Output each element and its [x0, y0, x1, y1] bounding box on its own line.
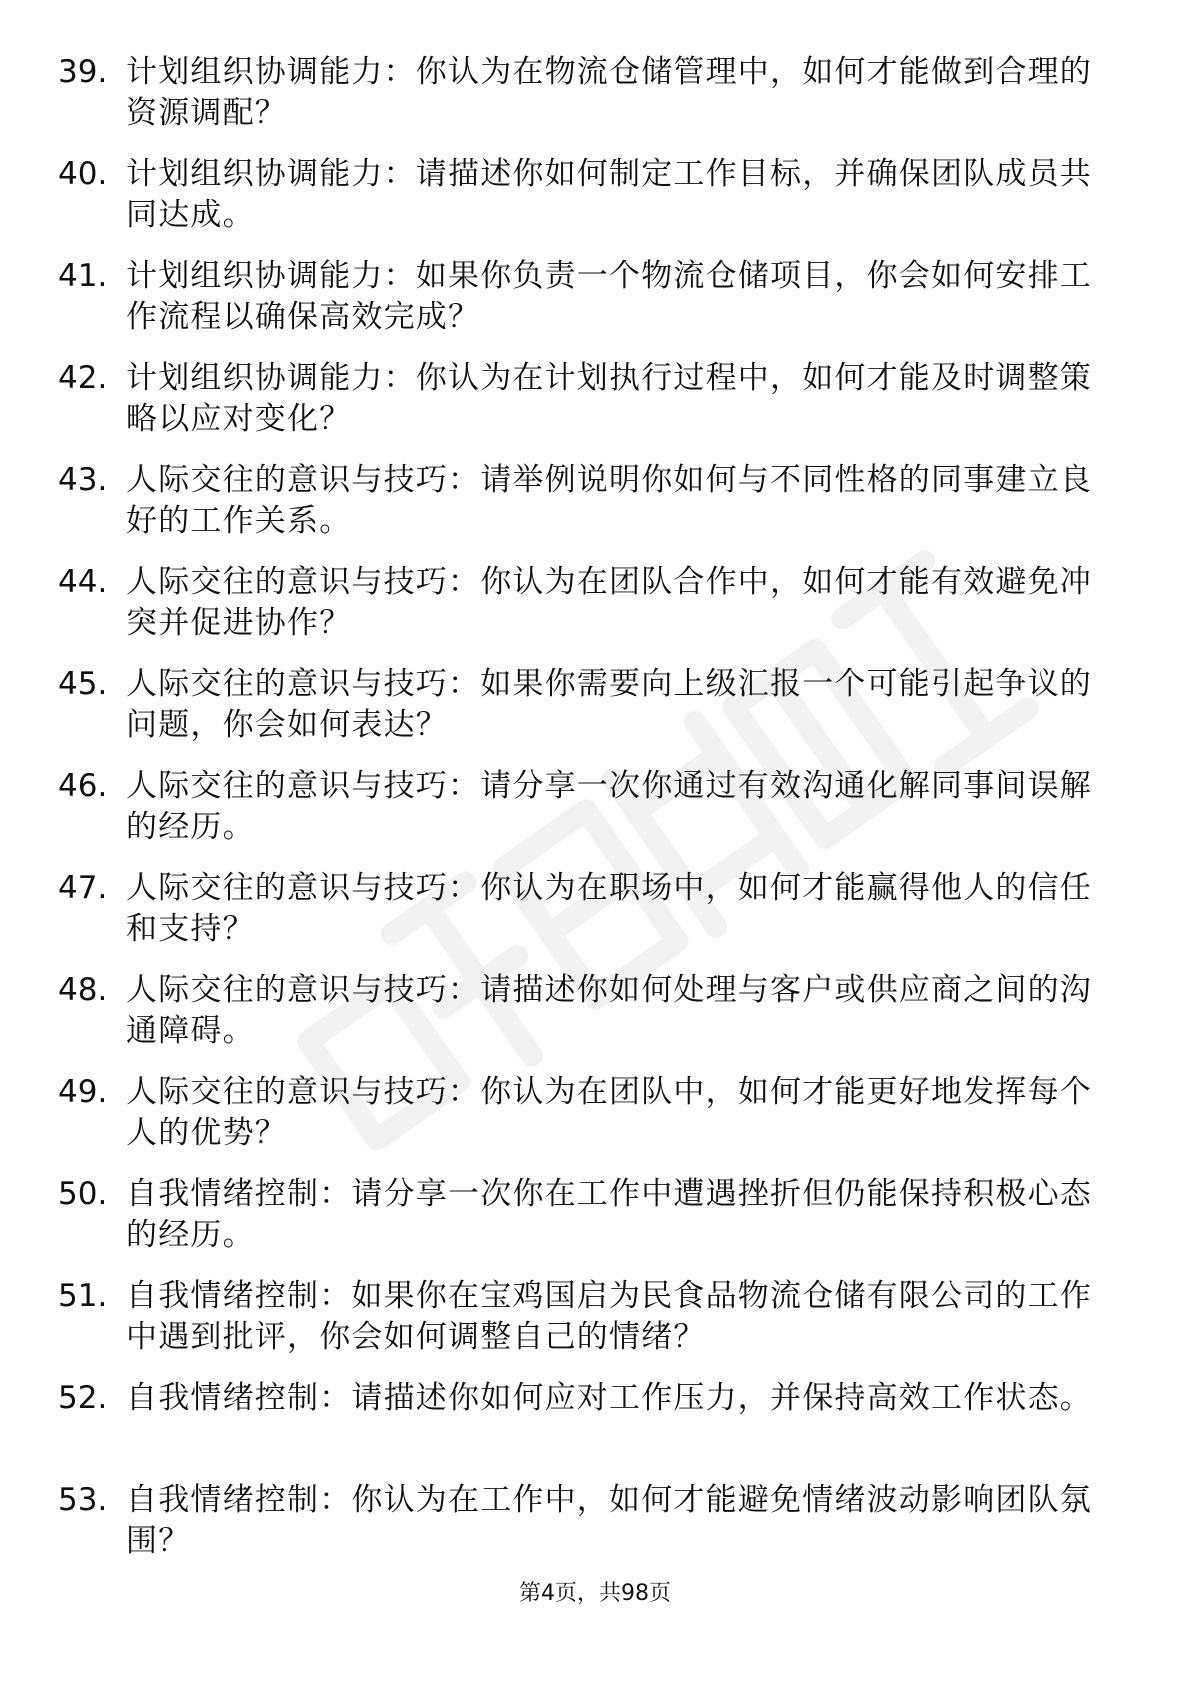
question-item: [58, 970, 1118, 1072]
question-text: 人际交往的意识与技巧：你认为在团队中，如何才能更好地发挥每个人的优势？: [126, 1074, 1092, 1151]
question-text: 计划组织协调能力：请描述你如何制定工作目标，并确保团队成员共同达成。: [126, 156, 1092, 233]
question-item: [58, 154, 1118, 256]
question-text: 人际交往的意识与技巧：请举例说明你如何与不同性格的同事建立良好的工作关系。: [126, 462, 1092, 539]
question-text: 人际交往的意识与技巧：请分享一次你通过有效沟通化解同事间误解的经历。: [126, 768, 1092, 845]
question-text: 自我情绪控制：请描述你如何应对工作压力，并保持高效工作状态。: [126, 1380, 1092, 1416]
question-number: 42.: [58, 360, 108, 396]
question-text: 人际交往的意识与技巧：你认为在团队合作中，如何才能有效避免冲突并促进协作？: [126, 564, 1092, 641]
question-number: 52.: [58, 1380, 108, 1416]
question-text: 人际交往的意识与技巧：你认为在职场中，如何才能赢得他人的信任和支持？: [126, 870, 1092, 947]
question-item: [58, 868, 1118, 970]
question-item: [58, 256, 1118, 358]
question-item: [58, 1174, 1118, 1276]
question-item: [58, 358, 1118, 460]
question-number: 49.: [58, 1074, 108, 1110]
question-item: [58, 1480, 1118, 1582]
question-number: 51.: [58, 1278, 108, 1314]
question-number: 45.: [58, 666, 108, 702]
question-item: [58, 1378, 1118, 1480]
question-text: 计划组织协调能力：你认为在物流仓储管理中，如何才能做到合理的资源调配？: [126, 54, 1092, 131]
question-text: 人际交往的意识与技巧：请描述你如何处理与客户或供应商之间的沟通障碍。: [126, 972, 1092, 1049]
question-number: 53.: [58, 1482, 108, 1518]
question-list: [58, 52, 1118, 1582]
question-text: 人际交往的意识与技巧：如果你需要向上级汇报一个可能引起争议的问题，你会如何表达？: [126, 666, 1092, 743]
question-text: 自我情绪控制：如果你在宝鸡国启为民食品物流仓储有限公司的工作中遇到批评，你会如何调整自己的情绪？: [126, 1278, 1092, 1355]
question-text: 计划组织协调能力：如果你负责一个物流仓储项目，你会如何安排工作流程以确保高效完成？: [126, 258, 1092, 335]
question-text: 自我情绪控制：你认为在工作中，如何才能避免情绪波动影响团队氛围？: [126, 1482, 1092, 1559]
question-item: [58, 1072, 1118, 1174]
question-number: 40.: [58, 156, 108, 192]
question-item: [58, 460, 1118, 562]
question-item: [58, 52, 1118, 154]
question-number: 43.: [58, 462, 108, 498]
question-text: 自我情绪控制：请分享一次你在工作中遭遇挫折但仍能保持积极心态的经历。: [126, 1176, 1092, 1253]
question-item: [58, 766, 1118, 868]
question-item: [58, 1276, 1118, 1378]
question-number: 41.: [58, 258, 108, 294]
question-number: 44.: [58, 564, 108, 600]
question-number: 48.: [58, 972, 108, 1008]
question-number: 39.: [58, 54, 108, 90]
page-footer: 第4页，共98页: [519, 1581, 671, 1606]
question-item: [58, 562, 1118, 664]
question-item: [58, 664, 1118, 766]
question-number: 46.: [58, 768, 108, 804]
question-text: 计划组织协调能力：你认为在计划执行过程中，如何才能及时调整策略以应对变化？: [126, 360, 1092, 437]
question-number: 50.: [58, 1176, 108, 1212]
question-number: 47.: [58, 870, 108, 906]
